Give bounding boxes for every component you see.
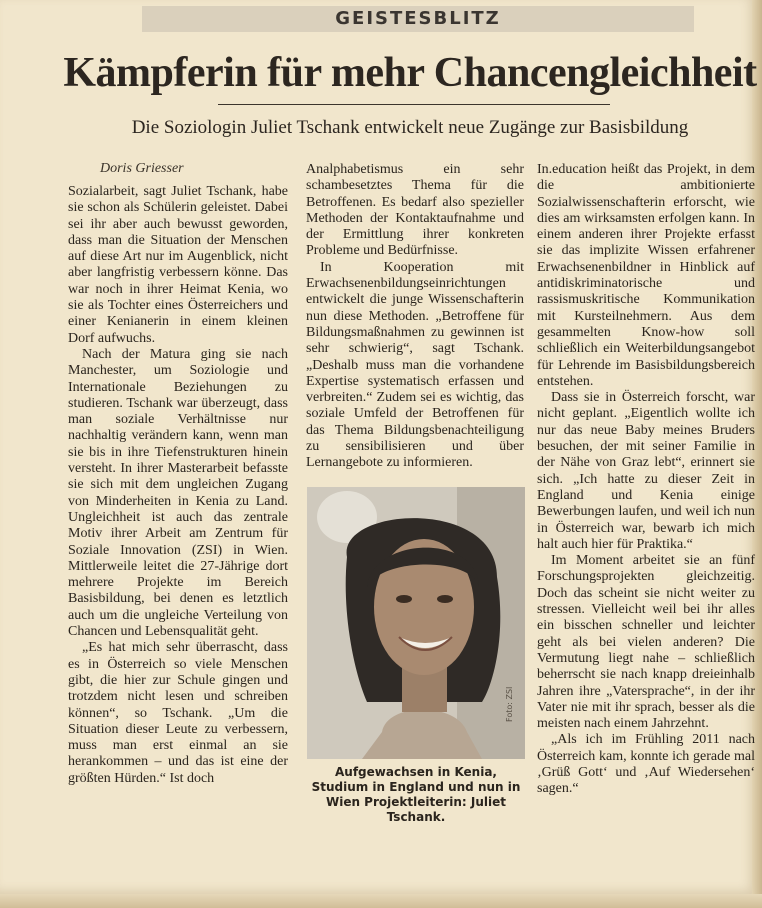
- page-edge-bottom: [0, 894, 762, 908]
- paragraph: „Es hat mich sehr überrascht, dass es in Österreich so viele Menschen gibt, die hier zur Schule gingen und trotzdem nicht lesen und schreiben können“, so Tschank. „Um die Situation dieser Leute zu verbessern, muss man erst einmal an sie herankommen – und das ist eine der größten Hürden.“ Ist doch: [68, 640, 288, 786]
- article-column-3: [537, 162, 755, 798]
- author-byline: Doris Griesser: [100, 161, 184, 176]
- paragraph: In Kooperation mit Erwachsenenbildungseinrichtungen entwickelt die junge Wissenschafterin nun diese Methoden. „Betroffene für Bildungsmaßnahmen zu gewinnen ist sehr schwierig“, sagt Tschank. „Deshalb muss man die vorhandene Expertise systematisch erfassen und verbreiten.“ Zudem sei es wichtig, das soziale Umfeld der Betroffenen für das Thema Bildungsbenachteiligung zu sensibilisieren und über Lernangebote zu informieren.: [306, 259, 524, 471]
- article-column-1: [68, 184, 288, 787]
- article-subhead: Die Soziologin Juliet Tschank entwickelt neue Zugänge zur Basisbildung: [131, 117, 689, 138]
- paragraph: Sozialarbeit, sagt Juliet Tschank, habe sie schon als Schülerin geleistet. Dabei sei ihr aber auch bewusst geworden, dass man die Situation der Menschen auf diese Art nur im Augenblick, nicht aber langfristig verbessern könne. Das war noch in ihrer Heimat Kenia, wo sie als Tochter eines Österreichers und einer Kenianerin in einem kleinen Dorf aufwuchs.: [68, 184, 288, 346]
- paragraph: Nach der Matura ging sie nach Manchester, um Soziologie und Internationale Beziehungen zu studieren. Tschank war überzeugt, dass man soziale Verhältnisse nur nachhaltig verändern kann, wenn man sie bis in ihre Tiefenstrukturen hinein versteht. In ihrer Masterarbeit befasste sie sich mit dem ungleichen Zugang von Minderheiten in Kenia zu Land. Ungleichheit ist auch das zentrale Motiv ihrer Arbeit am Zentrum für Soziale Innovation (ZSI) in Wien. Mittlerweile leitet die 27-Jährige dort mehrere Projekte im Bereich Basisbildung, bei denen es letztlich auch um die ungleiche Verteilung von Chancen und Lebensqualität geht.: [68, 346, 288, 640]
- paragraph: In.education heißt das Projekt, in dem die ambitionierte Sozialwissenschafterin erforscht, wie dies am wirksamsten erfolgen kann. In einem anderen ihrer Projekte erfasst sie das implizite Wissen erfahrener Erwachsenenbildner in Hinblick auf antidiskriminatorische und rassismuskritische Kommunikation mit Kursteilnehmern. Aus dem gesammelten Know-how soll schließlich ein Weiterbildungsangebot für Lehrende im Basisbildungsbereich entstehen.: [537, 162, 755, 389]
- paragraph: Im Moment arbeitet sie an fünf Forschungsprojekten gleichzeitig. Doch das scheint sie nicht weiter zu stressen. Vielleicht weil bei ihr alles ein bisschen schneller und leichter geht als bei vielen anderen? Die Vermutung liegt nahe – schließlich beherrscht sie nach knapp dreieinhalb Jahren ihre „Vatersprache“, in der ihr Vater nie mit ihr sprach, besser als die meisten nach einem Jahrzehnt.: [537, 553, 755, 732]
- portrait-image: [307, 487, 525, 759]
- photo-credit: Foto: ZSI: [505, 686, 514, 722]
- paragraph: Dass sie in Österreich forscht, war nicht geplant. „Eigentlich wollte ich nur das neue Baby meines Bruders besuchen, der mit seiner Familie in der Nähe von Graz lebt“, erinnert sie sich. „Ich hatte zu dieser Zeit in England und Kenia einige Bewerbungen laufen, und weil ich nun in Österreich war, bewarb ich mich halt auch hier für Praktika.“: [537, 390, 755, 552]
- section-kicker: GEISTESBLITZ: [335, 8, 501, 29]
- article-column-2: [306, 162, 524, 472]
- paragraph: Analphabetismus ein sehr schambesetztes Thema für die Betroffenen. Es bedarf also spezieller Methoden der Kontaktaufnahme und der Ermittlung ihrer konkreten Probleme und Bedürfnisse.: [306, 162, 524, 259]
- portrait-photo: [307, 487, 525, 759]
- article-headline: Kämpferin für mehr Chancengleichheit: [63, 50, 757, 96]
- headline-rule: [218, 104, 610, 105]
- paragraph: „Als ich im Frühling 2011 nach Österreich kam, konnte ich gerade mal ‚Grüß Gott‘ und ‚Auf Wiedersehen‘ sagen.“: [537, 732, 755, 797]
- photo-caption: Aufgewachsen in Kenia, Studium in England und nun in Wien Projektleiterin: Juliet Tschank.: [311, 765, 521, 824]
